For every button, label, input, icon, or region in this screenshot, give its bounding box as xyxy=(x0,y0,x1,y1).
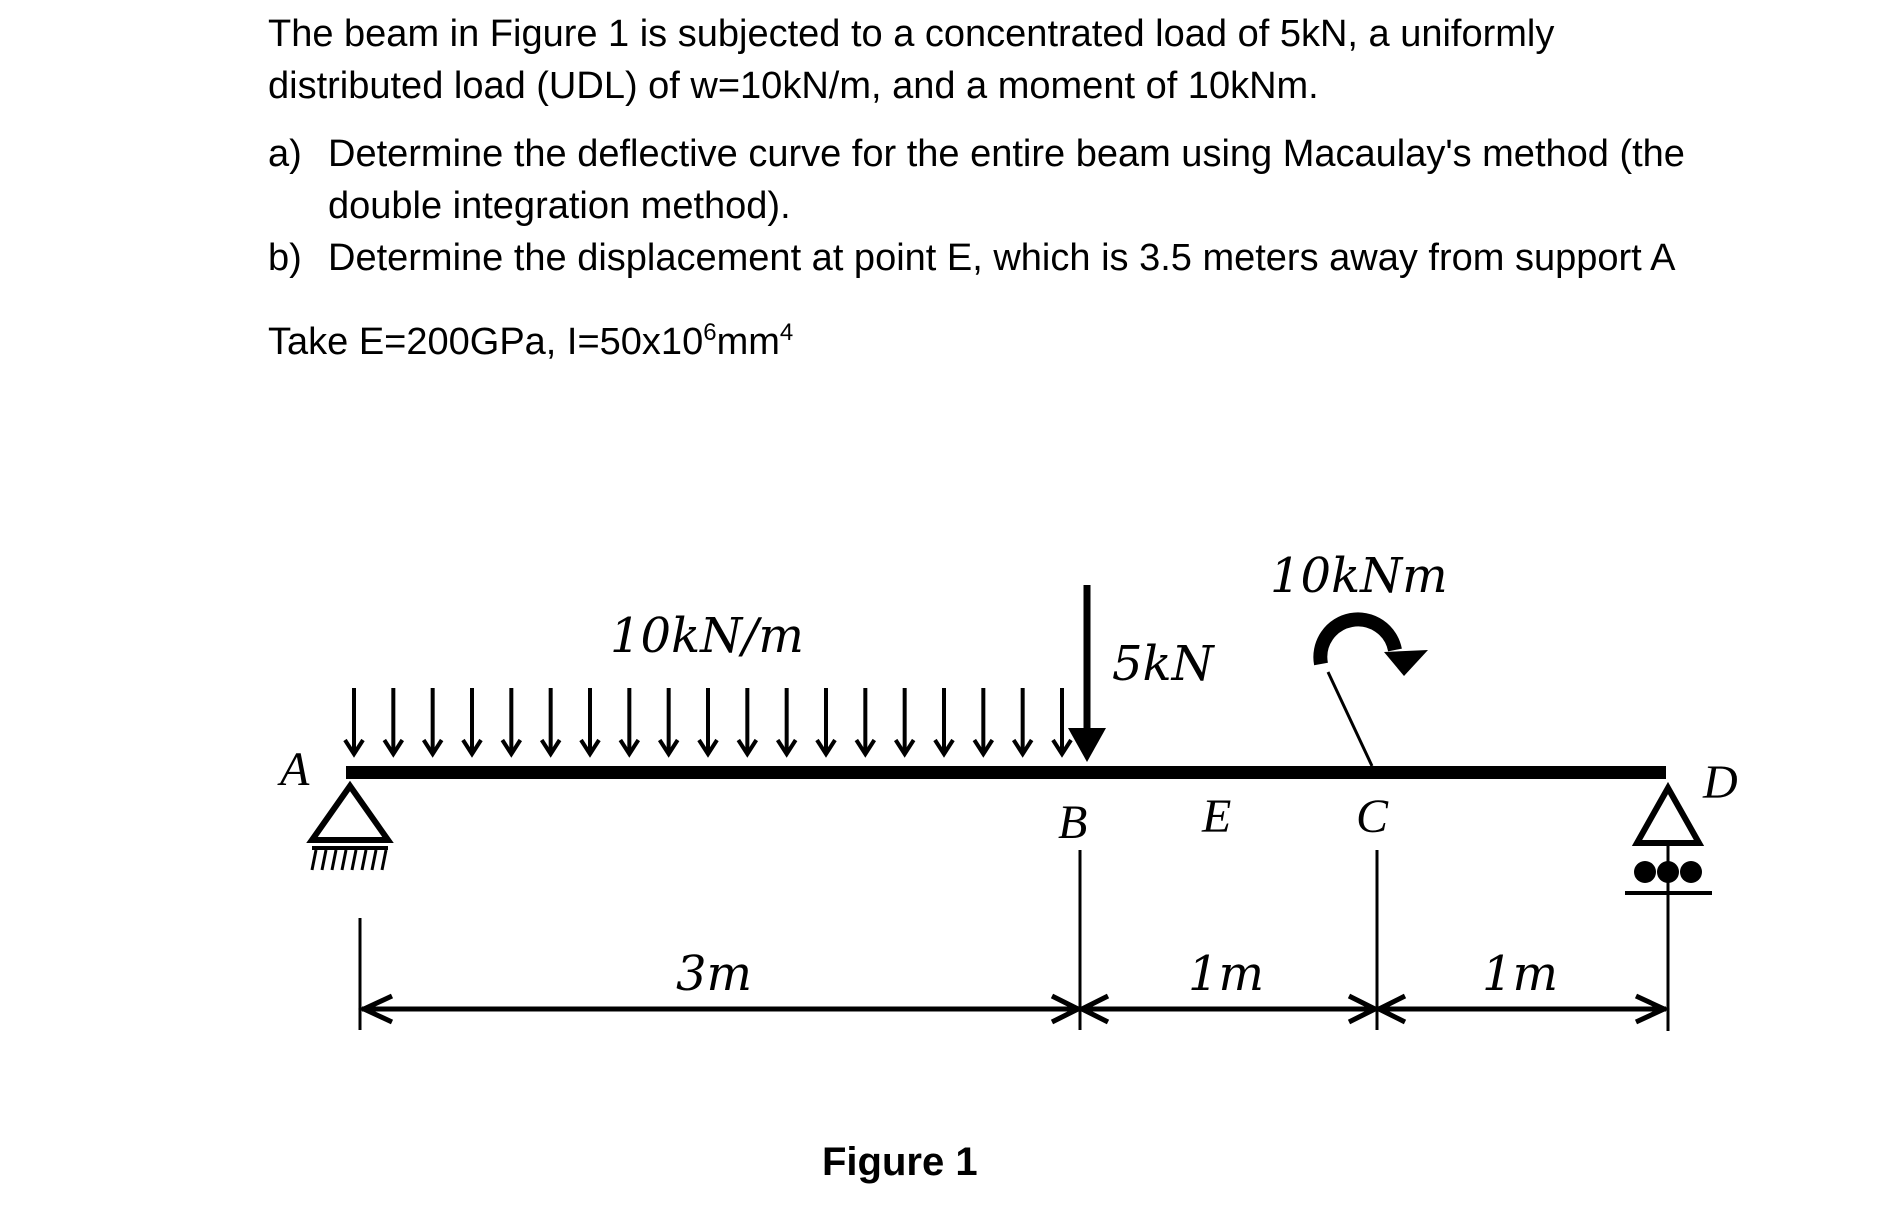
moment-arrow xyxy=(1320,619,1428,766)
problem-intro: The beam in Figure 1 is subjected to a concentrated load of 5kN, a uniformly distributed load (UDL) of w=10kN/m, and a moment of 10kNm. xyxy=(268,13,1555,107)
udl-arrow xyxy=(699,688,717,754)
udl-arrow xyxy=(1053,688,1071,754)
dimension-arrows xyxy=(362,996,1666,1022)
given-exponent-2: 4 xyxy=(779,319,794,346)
udl-arrow xyxy=(581,688,599,754)
question-b-label: b) xyxy=(268,237,302,279)
udl-arrow xyxy=(935,688,953,754)
udl-arrow xyxy=(424,688,442,754)
udl-arrow xyxy=(974,688,992,754)
dimension-extension-lines xyxy=(360,850,1377,1030)
question-b-text: Determine the displacement at point E, which is 3.5 meters away from support A xyxy=(328,237,1676,279)
given-unit: mm xyxy=(716,321,780,363)
given-exponent-1: 6 xyxy=(703,319,717,346)
udl-arrow xyxy=(856,688,874,754)
point-c-label: C xyxy=(1356,790,1389,843)
udl-arrow xyxy=(1014,688,1032,754)
dimension-label-cd: 1m xyxy=(1482,946,1559,1002)
udl-arrow xyxy=(463,688,481,754)
pin-support-a xyxy=(312,786,388,870)
udl-arrow xyxy=(817,688,835,754)
figure-caption: Figure 1 xyxy=(822,1140,978,1184)
udl-arrow xyxy=(660,688,678,754)
dimension-label-bc: 1m xyxy=(1188,946,1265,1002)
udl-label: 10kN/m xyxy=(610,608,804,664)
question-a-label: a) xyxy=(268,133,302,175)
point-b-label: B xyxy=(1058,796,1088,849)
beam xyxy=(346,766,1666,779)
udl-arrow xyxy=(778,688,796,754)
point-a-label: A xyxy=(280,743,310,796)
given-prefix: Take E=200GPa, I=50x10 xyxy=(268,321,704,363)
udl-arrow xyxy=(542,688,560,754)
udl-arrow xyxy=(738,688,756,754)
question-a-text: Determine the deflective curve for the entire beam using Macaulay's method (the double integration method). xyxy=(328,133,1685,227)
udl-arrow xyxy=(384,688,402,754)
point-load-label: 5kN xyxy=(1112,636,1214,692)
udl-arrow xyxy=(502,688,520,754)
point-d-label: D xyxy=(1703,756,1738,809)
udl-arrows xyxy=(345,688,1071,754)
udl-arrow xyxy=(345,688,363,754)
moment-label: 10kNm xyxy=(1270,548,1448,604)
udl-arrow xyxy=(896,688,914,754)
point-e-label: E xyxy=(1202,790,1232,843)
dimension-label-ab: 3m xyxy=(676,946,753,1002)
point-load-arrow xyxy=(1068,585,1106,762)
udl-arrow xyxy=(620,688,638,754)
